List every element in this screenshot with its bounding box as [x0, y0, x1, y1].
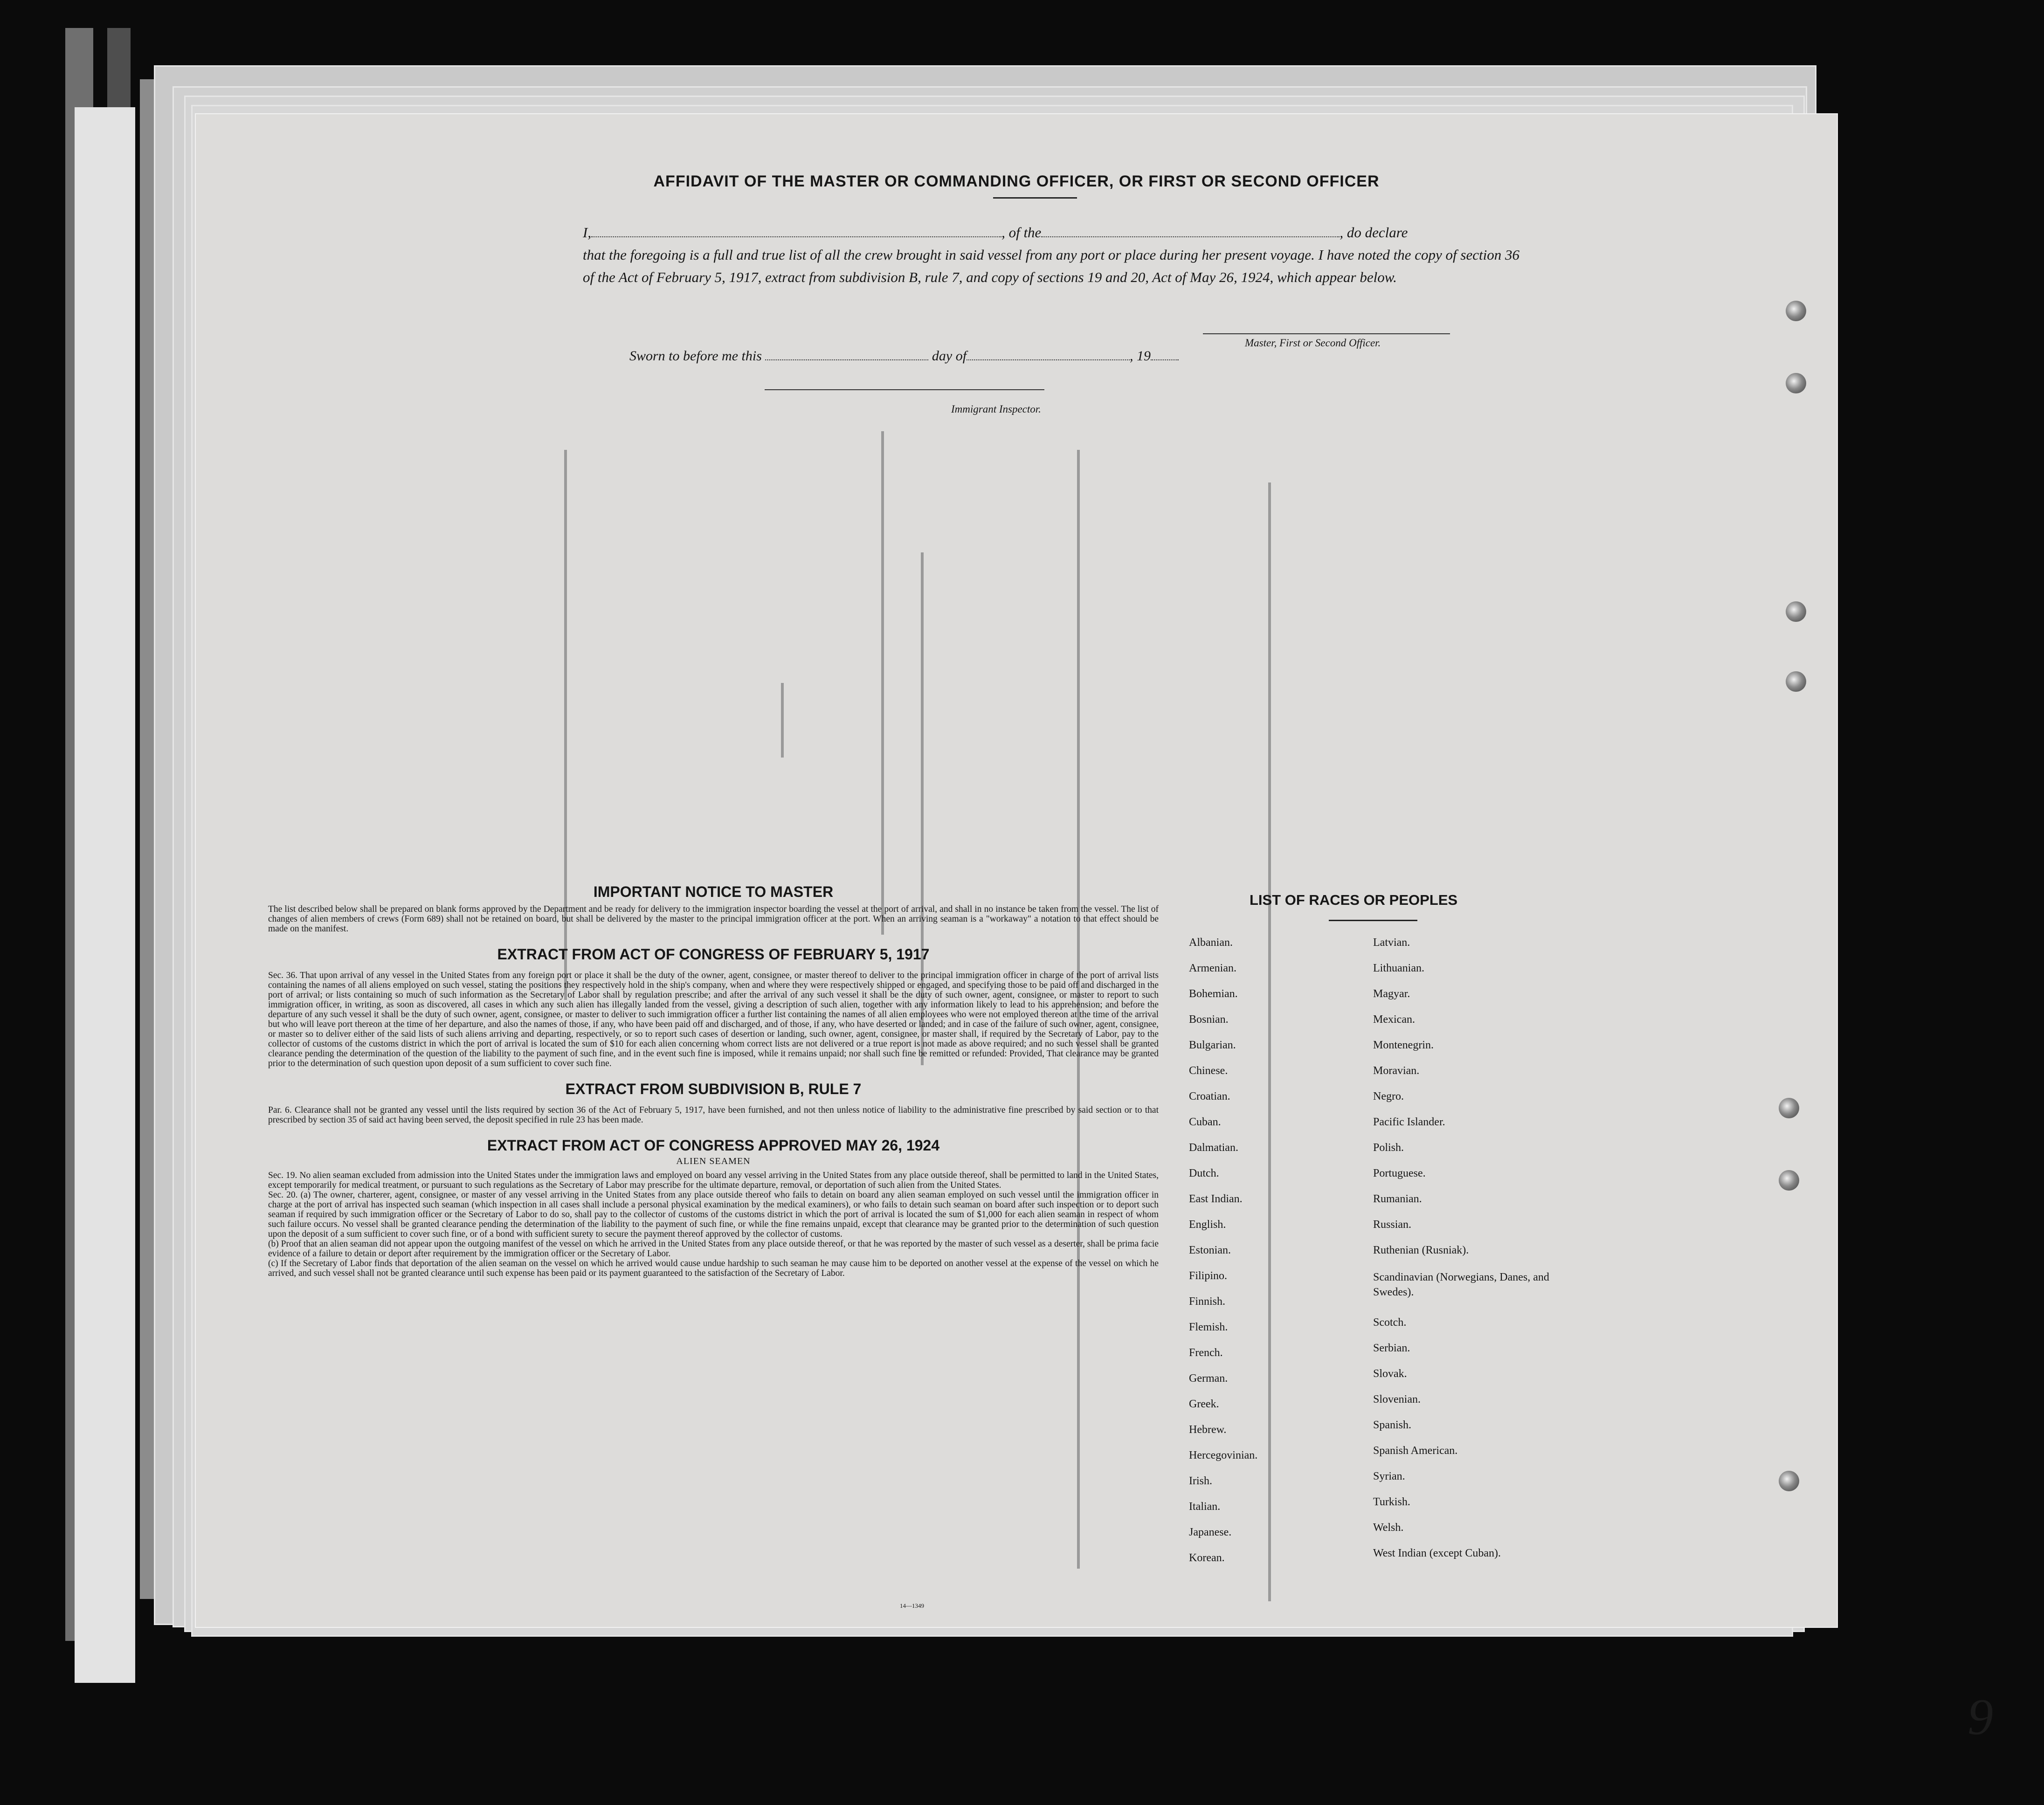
subdivision-b-title: EXTRACT FROM SUBDIVISION B, RULE 7	[565, 1081, 862, 1097]
race-item: Hercegovinian.	[1189, 1449, 1258, 1461]
race-item: Welsh.	[1373, 1522, 1404, 1534]
race-item: Spanish American.	[1373, 1445, 1458, 1457]
race-item: Lithuanian.	[1373, 962, 1424, 974]
punch-hole	[1786, 671, 1806, 692]
affidavit-line-1	[583, 221, 1529, 244]
punch-hole	[1779, 1098, 1799, 1118]
binder-strip	[75, 107, 135, 1683]
race-item: Finnish.	[1189, 1295, 1226, 1308]
binder-strip	[140, 79, 154, 1599]
subdivision-b-text: Par. 6. Clearance shall not be granted any vessel until the lists required by section 36 of the Act of February 5, 1917, have been furnished, and not then unless notice of liability to the administrative fine prescribed by said section or to that prescribed by section 35 of said act having been served, the deposit specified in rule 23 has been made.	[268, 1105, 1159, 1125]
affidavit-of-the: , of the	[1001, 224, 1042, 241]
race-item: Spanish.	[1373, 1419, 1412, 1431]
race-item: Estonian.	[1189, 1244, 1231, 1256]
act-1917-title: EXTRACT FROM ACT OF CONGRESS OF FEBRUARY 5, 1917	[497, 946, 930, 963]
title-rule	[993, 197, 1077, 199]
race-item: Polish.	[1373, 1142, 1404, 1154]
affidavit-body	[583, 221, 1529, 289]
punch-hole	[1786, 601, 1806, 622]
race-item: Korean.	[1189, 1552, 1225, 1564]
sworn-year: , 19	[1130, 348, 1151, 364]
alien-seamen-subtitle: ALIEN SEAMEN	[676, 1156, 751, 1166]
affidavit-i: I,	[583, 224, 592, 241]
race-item: Hebrew.	[1189, 1424, 1227, 1436]
sworn-prefix: Sworn to before me this	[629, 348, 762, 364]
race-item: East Indian.	[1189, 1193, 1243, 1205]
race-item: Pacific Islander.	[1373, 1116, 1445, 1128]
inspector-line	[765, 389, 1044, 390]
race-item: Croatian.	[1189, 1090, 1230, 1102]
race-item: English.	[1189, 1219, 1226, 1231]
race-item: Bosnian.	[1189, 1013, 1229, 1026]
handwritten-page-number: 9	[1968, 1688, 1993, 1745]
signature-line	[1203, 333, 1450, 334]
sworn-day-of: day of	[932, 348, 967, 364]
race-item: Ruthenian (Rusniak).	[1373, 1244, 1469, 1256]
race-item: Slovenian.	[1373, 1393, 1421, 1405]
race-item: Serbian.	[1373, 1342, 1410, 1354]
race-item: Rumanian.	[1373, 1193, 1422, 1205]
race-item: Flemish.	[1189, 1321, 1228, 1333]
act-1924-section-20b: (b) Proof that an alien seaman did not appear upon the outgoing manifest of the vessel on which he arrived in the United States from any place outside thereof, or that he was reported by the master of such vessel as a deserter, shall be prima facie evidence of a failure to detain or deport after requirement by the immigration officer or the Secretary of Labor.	[268, 1239, 1159, 1259]
race-item: Irish.	[1189, 1475, 1212, 1487]
race-item: Moravian.	[1373, 1065, 1420, 1077]
act-1924-section-20a: Sec. 20. (a) The owner, charterer, agent, consignee, or master of any vessel arriving in the United States from any place outside thereof who fails to detain on board any alien seaman employed on such vessel until the immigration officer in charge at the port of arrival has inspected such seaman (which inspection in all cases shall include a personal physical examination by the medical examiners), or who fails to detain such seaman on board after such inspection or to deport such seaman if required by such immigration officer or the Secretary of Labor to do so, shall pay to the collector of customs of the customs district in which the port of arrival is located the sum of $1,000 for each alien seaman in respect of whom such failure occurs. No vessel shall be granted clearance pending the determination of the liability to the payment of such fine, or while the fine remains unpaid, except that clearance may be granted prior to the determination of such question upon the deposit of a sum sufficient to cover such fine, or of a bond with sufficient surety to secure the payment thereof approved by the collector of customs.	[268, 1190, 1159, 1239]
race-item: German.	[1189, 1372, 1228, 1385]
race-item: Mexican.	[1373, 1013, 1415, 1026]
race-item: Albanian.	[1189, 937, 1233, 949]
race-item: Slovak.	[1373, 1368, 1407, 1380]
race-item: Latvian.	[1373, 937, 1410, 949]
signature-caption: Master, First or Second Officer.	[1245, 337, 1381, 349]
name-blank	[591, 224, 1001, 237]
race-item: Dutch.	[1189, 1167, 1219, 1179]
act-1917-section-36: Sec. 36. That upon arrival of any vessel in the United States from any foreign port or place it shall be the duty of the owner, agent, consignee, or master thereof to deliver to the principal immigration officer in charge of the port of arrival lists containing the names of all aliens employed on such vessel, stating the positions they respectively hold in the ship's company, when and where they were respectively shipped or engaged, and specifying those to be paid off and discharged in the port of arrival; or lists containing so much of such information as the Secretary of Labor shall by regulation prescribe; and after the arrival of any such vessel it shall be the duty of such owner, agent, consignee, or master to report to such immigration officer, in writing, as soon as discovered, all cases in which any such alien has illegally landed from the vessel, giving a description of such alien, together with any information likely to lead to his apprehension; and before the departure of any such vessel it shall be the duty of such owner, agent, consignee, or master to deliver to such immigration officer a further list containing the names of all alien employees who were not employed thereon at the time of the arrival but who will leave port thereon at the time of her departure, and also the names of those, if any, who have been paid off and discharged, and of those, if any, who have deserted or landed; and in case of the failure of such owner, agent, consignee, or master so to deliver either of the said lists of such aliens arriving and departing, respectively, or so to report such cases of desertion or landing, such owner, agent, consignee, or master shall, if required by the Secretary of Labor, pay to the collector of customs of the customs district in which the port of arrival is located the sum of $10 for each alien concerning whom correct lists are not delivered or a true report is not made as above required; and no such vessel shall be granted clearance pending the determination of the question of the liability to the payment of such fine, and in the event such fine is imposed, while it remains unpaid; nor shall such fine be remitted or refunded: Provided, That clearance may be granted prior to the determination of such question upon deposit of a sum sufficient to cover such fine.	[268, 971, 1159, 1068]
races-title-rule	[1329, 920, 1417, 921]
vessel-blank	[1041, 224, 1340, 237]
punch-hole	[1779, 1170, 1799, 1191]
races-list-title: LIST OF RACES OR PEOPLES	[1250, 892, 1458, 908]
race-item: West Indian (except Cuban).	[1373, 1547, 1501, 1559]
inspector-caption: Immigrant Inspector.	[951, 403, 1041, 415]
affidavit-do-declare: , do declare	[1340, 224, 1408, 241]
sworn-date-blank	[765, 347, 928, 360]
bleed-through-rule	[1268, 482, 1271, 1601]
act-1924-section-20c: (c) If the Secretary of Labor finds that deportation of the alien seaman on the vessel on which he arrived would cause undue hardship to such seaman he may cause him to be deported on another vessel at the expense of the vessel on which he arrived, and such vessel shall not be granted clearance until such expense has been paid or its payment guaranteed to the satisfaction of the Secretary of Labor.	[268, 1259, 1159, 1278]
bleed-through-rule	[781, 683, 784, 758]
sworn-line	[629, 347, 1179, 364]
race-item: Magyar.	[1373, 988, 1410, 1000]
bleed-through-rule	[881, 431, 884, 935]
race-item: Bohemian.	[1189, 988, 1238, 1000]
race-item: Greek.	[1189, 1398, 1219, 1410]
notice-text: The list described below shall be prepared on blank forms approved by the Department and be ready for delivery to the immigration inspector boarding the vessel at the port of arrival, and shall in no instance be taken from the vessel. The list of changes of alien members of crews (Form 689) shall not be retained on board, but shall be delivered by the master to the principal immigration officer at the port. When an arriving seaman is a "workaway" a notation to that effect should be made on the manifest.	[268, 904, 1159, 934]
punch-hole	[1786, 301, 1806, 321]
punch-hole	[1779, 1471, 1799, 1491]
race-item: Portuguese.	[1373, 1167, 1426, 1179]
race-item: Filipino.	[1189, 1270, 1228, 1282]
races-column-2	[1373, 930, 1569, 1566]
race-item: Scotch.	[1373, 1316, 1407, 1329]
race-item: Turkish.	[1373, 1496, 1410, 1508]
race-item: Armenian.	[1189, 962, 1236, 974]
act-1924-section-19: Sec. 19. No alien seaman excluded from admission into the United States under the immigration laws and employed on board any vessel arriving in the United States from any place outside thereof, shall be permitted to land in the United States, except temporarily for medical treatment, or pursuant to such regulations as the Secretary of Labor may prescribe for the ultimate departure, removal, or deportation of such alien from the United States.	[268, 1171, 1159, 1190]
manifest-page	[196, 114, 1993, 1745]
affidavit-text: that the foregoing is a full and true list of all the crew brought in said vessel from any port or place during her present voyage. I have noted the copy of section 36 of the Act of February 5, 1917, extract from subdivision B, rule 7, and copy of sections 19 and 20, Act of May 26, 1924, which appear below.	[583, 247, 1519, 285]
race-item: Dalmatian.	[1189, 1142, 1238, 1154]
race-item: Negro.	[1373, 1090, 1404, 1102]
sworn-year-blank	[1151, 347, 1179, 360]
race-item: Scandinavian (Norwegians, Danes, and Swedes).	[1373, 1271, 1549, 1298]
race-item: Cuban.	[1189, 1116, 1221, 1128]
legal-text-column	[268, 883, 1159, 1278]
form-number: 14—1349	[900, 1602, 924, 1609]
race-item: French.	[1189, 1347, 1223, 1359]
sworn-month-blank	[967, 347, 1130, 360]
race-item: Russian.	[1373, 1219, 1412, 1231]
notice-title: IMPORTANT NOTICE TO MASTER	[593, 883, 834, 900]
affidavit-title: AFFIDAVIT OF THE MASTER OR COMMANDING OFFICER, OR FIRST OR SECOND OFFICER	[653, 172, 1380, 190]
race-item: Japanese.	[1189, 1526, 1232, 1538]
race-item: Chinese.	[1189, 1065, 1228, 1077]
race-item: Bulgarian.	[1189, 1039, 1236, 1051]
punch-hole	[1786, 373, 1806, 393]
act-1924-title: EXTRACT FROM ACT OF CONGRESS APPROVED MAY 26, 1924	[487, 1137, 940, 1154]
races-column-1	[1189, 930, 1257, 1571]
race-item: Italian.	[1189, 1501, 1221, 1513]
race-item: Syrian.	[1373, 1470, 1405, 1482]
race-item: Montenegrin.	[1373, 1039, 1434, 1051]
